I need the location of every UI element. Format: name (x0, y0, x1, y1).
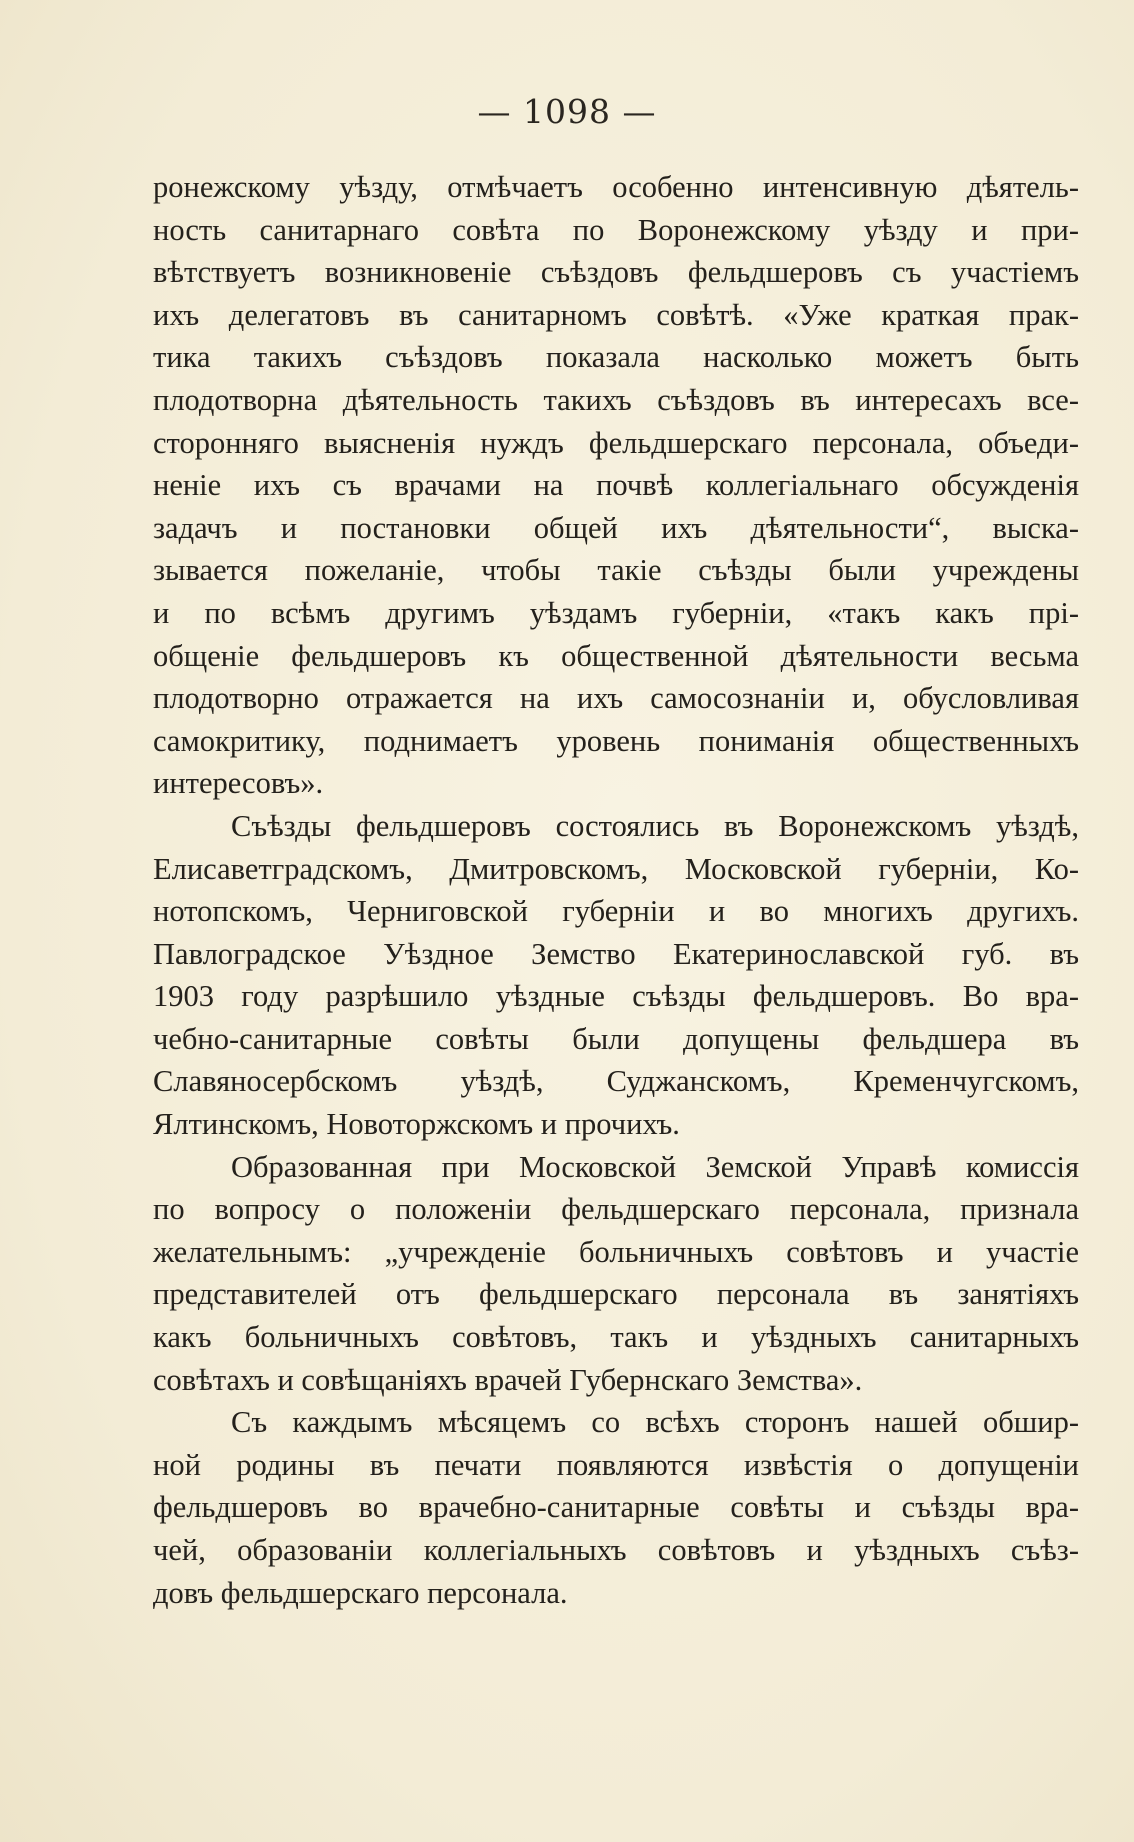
text-line: чебно-санитарные совѣты были допущены фельдшера въ (153, 1021, 1079, 1056)
text-line: Съѣзды фельдшеровъ состоялись въ Воронежскомъ уѣздѣ, (231, 808, 1079, 843)
text-line: плодотворна дѣятельность такихъ съѣздовъ въ интересахъ все- (153, 382, 1079, 417)
text-line: сторонняго выясненія нуждъ фельдшерскаго персонала, объеди- (153, 425, 1079, 460)
text-line: ронежскому уѣзду, отмѣчаетъ особенно интенсивную дѣятель- (153, 170, 1079, 204)
text-line: самокритику, поднимаетъ уровень пониманія общественныхъ (153, 723, 1079, 758)
text-line: фельдшеровъ во врачебно-санитарные совѣты и съѣзды вра- (153, 1490, 1079, 1525)
paragraph-2 (153, 805, 1079, 1146)
text-line: Образованная при Московской Земской Управѣ комиссія (231, 1149, 1079, 1184)
paragraph-1 (153, 166, 1079, 805)
text-line: ихъ делегатовъ въ санитарномъ совѣтѣ. «Уже краткая прак- (153, 297, 1079, 332)
text-line: нотопскомъ, Черниговской губерніи и во многихъ другихъ. (153, 894, 1079, 929)
text-line: Павлоградское Уѣздное Земство Екатеринославской губ. въ (153, 936, 1079, 971)
text-line: тика такихъ съѣздовъ показала насколько можетъ быть (153, 340, 1079, 375)
text-line: зывается пожеланіе, чтобы такіе съѣзды были учреждены (153, 553, 1079, 588)
text-line: плодотворно отражается на ихъ самосознаніи и, обусловливая (153, 681, 1079, 716)
text-line: Ялтинскомъ, Новоторжскомъ и прочихъ. (153, 1107, 680, 1142)
text-line: желательнымъ: „учрежденіе больничныхъ совѣтовъ и участіе (153, 1234, 1079, 1269)
text-line: Елисаветградскомъ, Дмитровскомъ, Московской губерніи, Ко- (153, 851, 1079, 886)
text-line: Съ каждымъ мѣсяцемъ со всѣхъ сторонъ нашей обшир- (231, 1405, 1079, 1440)
text-line: неніе ихъ съ врачами на почвѣ коллегіальнаго обсужденія (153, 468, 1079, 503)
text-line: представителей отъ фельдшерскаго персонала въ занятіяхъ (153, 1277, 1079, 1312)
paragraph-3 (153, 1146, 1079, 1402)
text-line: задачъ и постановки общей ихъ дѣятельности“, выска- (153, 510, 1079, 545)
text-line: ной родины въ печати появляются извѣстія о допущеніи (153, 1447, 1079, 1482)
text-line: чей, образованіи коллегіальныхъ совѣтовъ и уѣздныхъ съѣз- (153, 1533, 1079, 1567)
text-line: 1903 году разрѣшило уѣздные съѣзды фельдшеровъ. Во вра- (153, 979, 1079, 1014)
body-text (153, 166, 1079, 1614)
text-line: довъ фельдшерскаго персонала. (153, 1575, 568, 1610)
text-line: Славяносербскомъ уѣздѣ, Суджанскомъ, Кременчугскомъ, (153, 1064, 1079, 1099)
text-line: общеніе фельдшеровъ къ общественной дѣятельности весьма (153, 638, 1079, 673)
text-line: вѣтствуетъ возникновеніе съѣздовъ фельдшеровъ съ участіемъ (153, 255, 1079, 290)
text-line: по вопросу о положеніи фельдшерскаго персонала, признала (153, 1192, 1079, 1227)
page-number: — 1098 — (477, 92, 657, 131)
text-line: ность санитарнаго совѣта по Воронежскому уѣзду и при- (153, 212, 1079, 247)
text-line: и по всѣмъ другимъ уѣздамъ губерніи, «такъ какъ прі- (153, 595, 1079, 630)
text-line: какъ больничныхъ совѣтовъ, такъ и уѣздныхъ санитарныхъ (153, 1320, 1079, 1355)
text-line: совѣтахъ и совѣщаніяхъ врачей Губернскаго Земства». (153, 1362, 863, 1397)
text-line: интересовъ». (153, 766, 324, 801)
paragraph-4 (153, 1401, 1079, 1614)
